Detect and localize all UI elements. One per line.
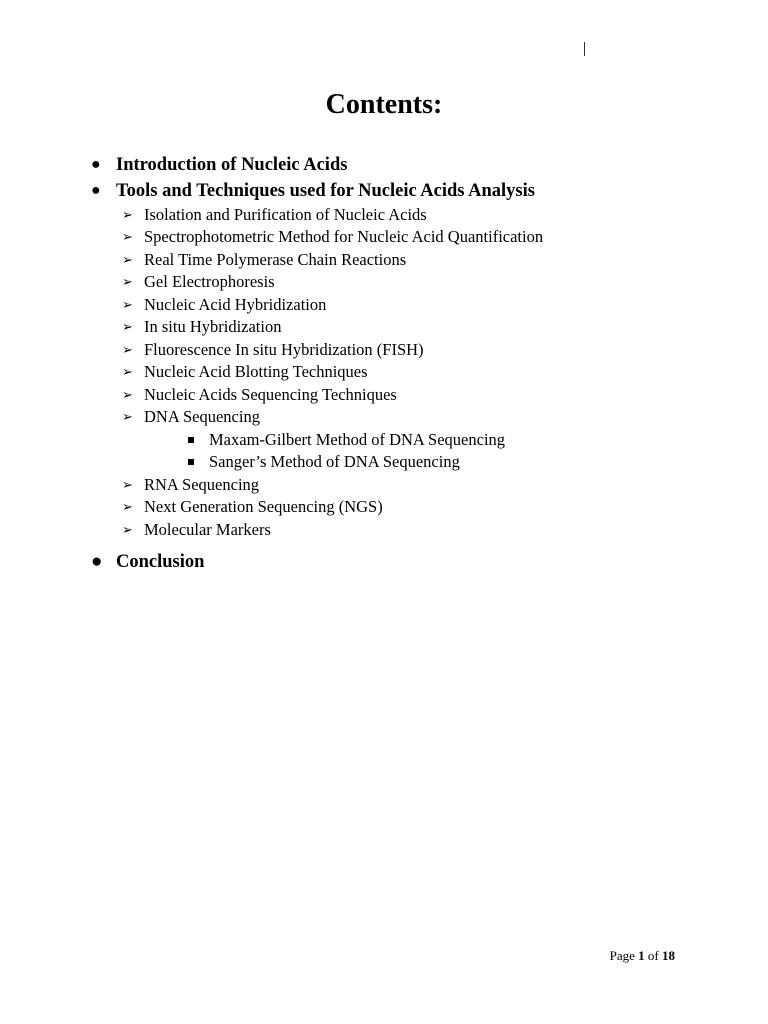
toc-item-label: Introduction of Nucleic Acids <box>116 155 348 175</box>
toc-subitem[interactable] <box>122 497 383 517</box>
toc-subitem[interactable] <box>122 250 407 270</box>
arrow-bullet-icon: ➢ <box>122 319 133 334</box>
toc-subsubitem-label: Sanger’s Method of DNA Sequencing <box>209 452 460 471</box>
toc-subitem[interactable] <box>122 205 427 225</box>
bullet-icon: ● <box>91 182 101 199</box>
square-bullet-icon <box>188 437 194 443</box>
toc-subitem-label: Fluorescence In situ Hybridization (FISH) <box>144 340 424 359</box>
header-cursor-mark <box>584 42 585 56</box>
of-word: of <box>647 948 659 963</box>
arrow-bullet-icon: ➢ <box>122 207 133 222</box>
total-pages: 18 <box>662 948 675 963</box>
toc-subitem-label: Nucleic Acid Blotting Techniques <box>144 362 368 381</box>
bullet-icon: ● <box>91 551 103 572</box>
toc-subitem[interactable] <box>122 407 260 427</box>
toc-item-tools[interactable] <box>91 180 535 202</box>
toc-subitem[interactable] <box>122 475 260 495</box>
toc-item-introduction[interactable] <box>91 154 348 176</box>
toc-subitem[interactable] <box>122 385 397 405</box>
arrow-bullet-icon: ➢ <box>122 499 133 514</box>
square-bullet-icon <box>188 459 194 465</box>
toc-subitem[interactable] <box>122 272 275 292</box>
bullet-icon: ● <box>91 156 101 173</box>
page-word: Page <box>609 948 635 963</box>
toc-subitem[interactable] <box>122 295 327 315</box>
toc-subitem-label: In situ Hybridization <box>144 317 282 336</box>
toc-subitem[interactable] <box>122 340 424 360</box>
arrow-bullet-icon: ➢ <box>122 252 133 267</box>
toc-subitem-label: Real Time Polymerase Chain Reactions <box>144 250 407 269</box>
arrow-bullet-icon: ➢ <box>122 364 133 379</box>
toc-subitem-label: Nucleic Acids Sequencing Techniques <box>144 385 397 404</box>
current-page: 1 <box>638 948 645 963</box>
arrow-bullet-icon: ➢ <box>122 274 133 289</box>
page-number <box>610 948 675 964</box>
toc-subitem[interactable] <box>122 317 282 337</box>
toc-item-label: Conclusion <box>116 552 205 572</box>
toc-subitem-label: DNA Sequencing <box>144 407 260 426</box>
arrow-bullet-icon: ➢ <box>122 409 133 424</box>
toc-subsubitem-label: Maxam-Gilbert Method of DNA Sequencing <box>209 430 506 449</box>
arrow-bullet-icon: ➢ <box>122 297 133 312</box>
toc-subsubitem[interactable] <box>209 452 460 472</box>
arrow-bullet-icon: ➢ <box>122 522 133 537</box>
toc-subitem-label: Molecular Markers <box>144 520 271 539</box>
arrow-bullet-icon: ➢ <box>122 387 133 402</box>
toc-subitem[interactable] <box>122 362 368 382</box>
arrow-bullet-icon: ➢ <box>122 342 133 357</box>
toc-subitem[interactable] <box>122 520 271 540</box>
toc-subitem-label: Isolation and Purification of Nucleic Acids <box>144 205 427 224</box>
toc-item-conclusion[interactable] <box>91 551 205 573</box>
toc-item-label: Tools and Techniques used for Nucleic Acids Analysis <box>116 181 535 201</box>
toc-subsubitem[interactable] <box>209 430 505 450</box>
arrow-bullet-icon: ➢ <box>122 477 133 492</box>
arrow-bullet-icon: ➢ <box>122 229 133 244</box>
toc-subitem[interactable] <box>122 227 544 247</box>
toc-subitem-label: Nucleic Acid Hybridization <box>144 295 327 314</box>
toc-subitem-label: Spectrophotometric Method for Nucleic Acid Quantification <box>144 227 544 246</box>
toc-subitem-label: RNA Sequencing <box>144 475 260 494</box>
toc-subitem-label: Gel Electrophoresis <box>144 272 275 291</box>
page-title: Contents: <box>325 89 443 120</box>
toc-subitem-label: Next Generation Sequencing (NGS) <box>144 497 383 516</box>
